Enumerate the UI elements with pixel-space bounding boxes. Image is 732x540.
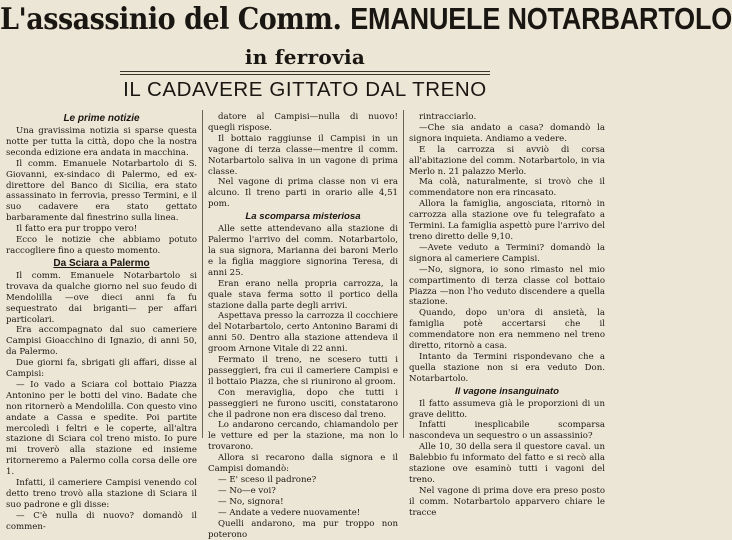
paragraph: Due giorni fa, sbrigati gli affari, disse al Campisi: [6, 358, 197, 380]
section-heading: La scomparsa misteriosa [245, 211, 361, 223]
paragraph: Aspettava presso la carrozza il cocchiere del Notarbartolo, certo Antonino Barami di anni 50. Dentro alla stazione attendeva il groom Arnone Vitale di 22 anni. [208, 311, 398, 355]
dialogue-paragraph: —Che sia andato a casa? domandò la signora inquieta. Andiamo a vedere. [409, 122, 605, 144]
column-2 [208, 112, 398, 540]
paragraph: Il fatto assumeva già le proporzioni di un grave delitto. [409, 398, 605, 420]
paragraph: Allora si recarono dalla signora e il Campisi domandò: [208, 453, 398, 475]
paragraph: Infatti, il cameriere Campisi venendo col detto treno trovò alla stazione di Sciara il suo padrone e gli disse: [6, 478, 197, 510]
dialogue-paragraph: — Io vado a Sciara col bottaio Piazza Antonino per le botti del vino. Badate che non ritornerò a Mendolilla. Con questo vino andate a Cassa e spedite. Poi partite mercoledì i feltri e le coperte, all'altra stazione di Sciara col treno misto. Io pure mi troverò alla stazione ed insieme ritorneremo a Palermo colla corsa delle ore 1. [6, 379, 197, 478]
paragraph: Infatti inesplicabile scomparsa nascondeva un sequestro o un assassinio? [409, 420, 605, 442]
section-heading: Le prime notizie [63, 113, 140, 124]
paragraph: Intanto da Termini rispondevano che a quella stazione non si era veduto Don. Notarbartolo. [409, 351, 605, 384]
dialogue-paragraph: —No, signora, io sono rimasto nel mio compartimento di terza classe col bottaio Piazza —non l'ho veduto discendere a quella stazione. [409, 264, 605, 308]
article-title: IL CADAVERE GITTATO DAL TRENO [123, 78, 487, 101]
dialogue-paragraph: — E' sceso il padrone? [218, 475, 317, 485]
title-rule [120, 71, 490, 72]
section-heading: Il vagone insanguinato [455, 385, 559, 397]
paragraph: Il comm. Emanuele Notarbartolo di S. Giovanni, ex-sindaco di Palermo, ed ex-direttore del Banco di Sicilia, era stato assassinato in ferrovia, presso Termini, e il suo cadavere era stato gettato barbaramente dal finestrino sulla linea. [6, 158, 197, 224]
paragraph: Nel vagone di prima dove era preso posto il comm. Notarbartolo apparvero chiare le tracce [409, 485, 605, 518]
subheadline: in ferrovia [244, 45, 366, 69]
headline-prefix: L'assassinio del Comm. [0, 2, 351, 37]
paragraph: rintracciarlo. [419, 112, 477, 122]
title-rule [120, 74, 490, 75]
dialogue-paragraph: — C'è nulla di nuovo? domandò il commen- [6, 510, 197, 532]
headline-name: EMANUELE NOTARBARTOLO [350, 2, 732, 36]
paragraph: Con meraviglia, dopo che tutti i passeggieri ne furono usciti, constatarono che il padrone non era disceso dal treno. [208, 387, 398, 420]
column-3 [409, 112, 605, 518]
column-divider [202, 110, 203, 438]
paragraph: E la carrozza si avviò di corsa all'abitazione del comm. Notarbartolo, in via Merlo n. 21 palazzo Merlo. [409, 144, 605, 177]
dialogue-paragraph: — Andate a vedere nuovamente! [218, 507, 361, 518]
paragraph: Fermato il treno, ne scesero tutti i passeggieri, fra cui il cameriere Campisi e il bottaio Piazza, che si riunirono al groom. [208, 355, 398, 387]
column-1 [6, 112, 197, 532]
dialogue-paragraph: —Avete veduto a Termini? domandò la signora al cameriere Campisi. [409, 242, 605, 264]
paragraph: Quelli andarono, ma pur troppo non poterono [208, 518, 398, 540]
paragraph: Il comm. Emanuele Notarbartolo si trovava da qualche giorno nel suo feudo di Mendolilla —ove dieci anni fa fu sequestrato dai briganti— per affari particolari. [6, 270, 197, 325]
paragraph: Una gravissima notizia si sparse questa notte per tutta la città, dopo che la nostra seconda edizione era andata in macchina. [6, 126, 197, 158]
paragraph: Allora la famiglia, angosciata, ritornò in carrozza alla stazione ove fu telegrafato a Termini. La famiglia aspettò pure l'arrivo del treno diretto delle 9,10. [409, 199, 605, 242]
paragraph: Eran erano nella propria carrozza, la quale stava ferma sotto il portico della stazione dalla parte degli arrivi. [208, 278, 398, 311]
headline [0, 0, 732, 39]
paragraph: Alle 10, 30 della sera il questore caval. un Balebbio fu informato del fatto e si recò alla stazione ove esaminò tutti i vagoni del treno. [409, 442, 605, 485]
dialogue-paragraph: — No—e voi? [218, 485, 276, 496]
paragraph: Quando, dopo un'ora di ansietà, la famiglia potè accertarsi che il commendatore non era nemmeno nel treno diretto, ritornò a casa. [409, 308, 605, 352]
paragraph: Ma colà, naturalmente, si trovò che il commendatore non era rincasato. [409, 177, 605, 199]
section-heading: Da Sciara a Palermo [53, 257, 150, 269]
paragraph: Lo andarono cercando, chiamandolo per le vetture ed per la stazione, ma non lo trovarono. [208, 420, 398, 453]
dialogue-paragraph: — No, signora! [218, 496, 284, 507]
paragraph: Il fatto era pur troppo vero! [16, 224, 138, 235]
paragraph: datore al Campisi—nulla di nuovo! quegli rispose. [208, 112, 398, 133]
paragraph: Nel vagone di prima classe non vi era alcuno. Il treno parti in orario alle 4,51 pom. [208, 177, 398, 210]
paragraph: Era accompagnato dal suo cameriere Campisi Gioacchino di Ignazio, di anni 50, da Palermo. [6, 325, 197, 358]
paragraph: Il bottaio raggiunse il Campisi in un vagone di terza classe—mentre il comm. Notarbartolo saliva in un vagone di prima classe. [208, 133, 398, 177]
paragraph: Alle sette attendevano alla stazione di Palermo l'arrivo del comm. Notarbartolo, la sua signora, Marianna dei baroni Merlo e la figlia maggiore signorina Teresa, di anni 25. [208, 224, 398, 278]
paragraph: Ecco le notizie che abbiamo potuto raccogliere fino a questo momento. [6, 235, 197, 256]
column-divider [403, 110, 404, 438]
